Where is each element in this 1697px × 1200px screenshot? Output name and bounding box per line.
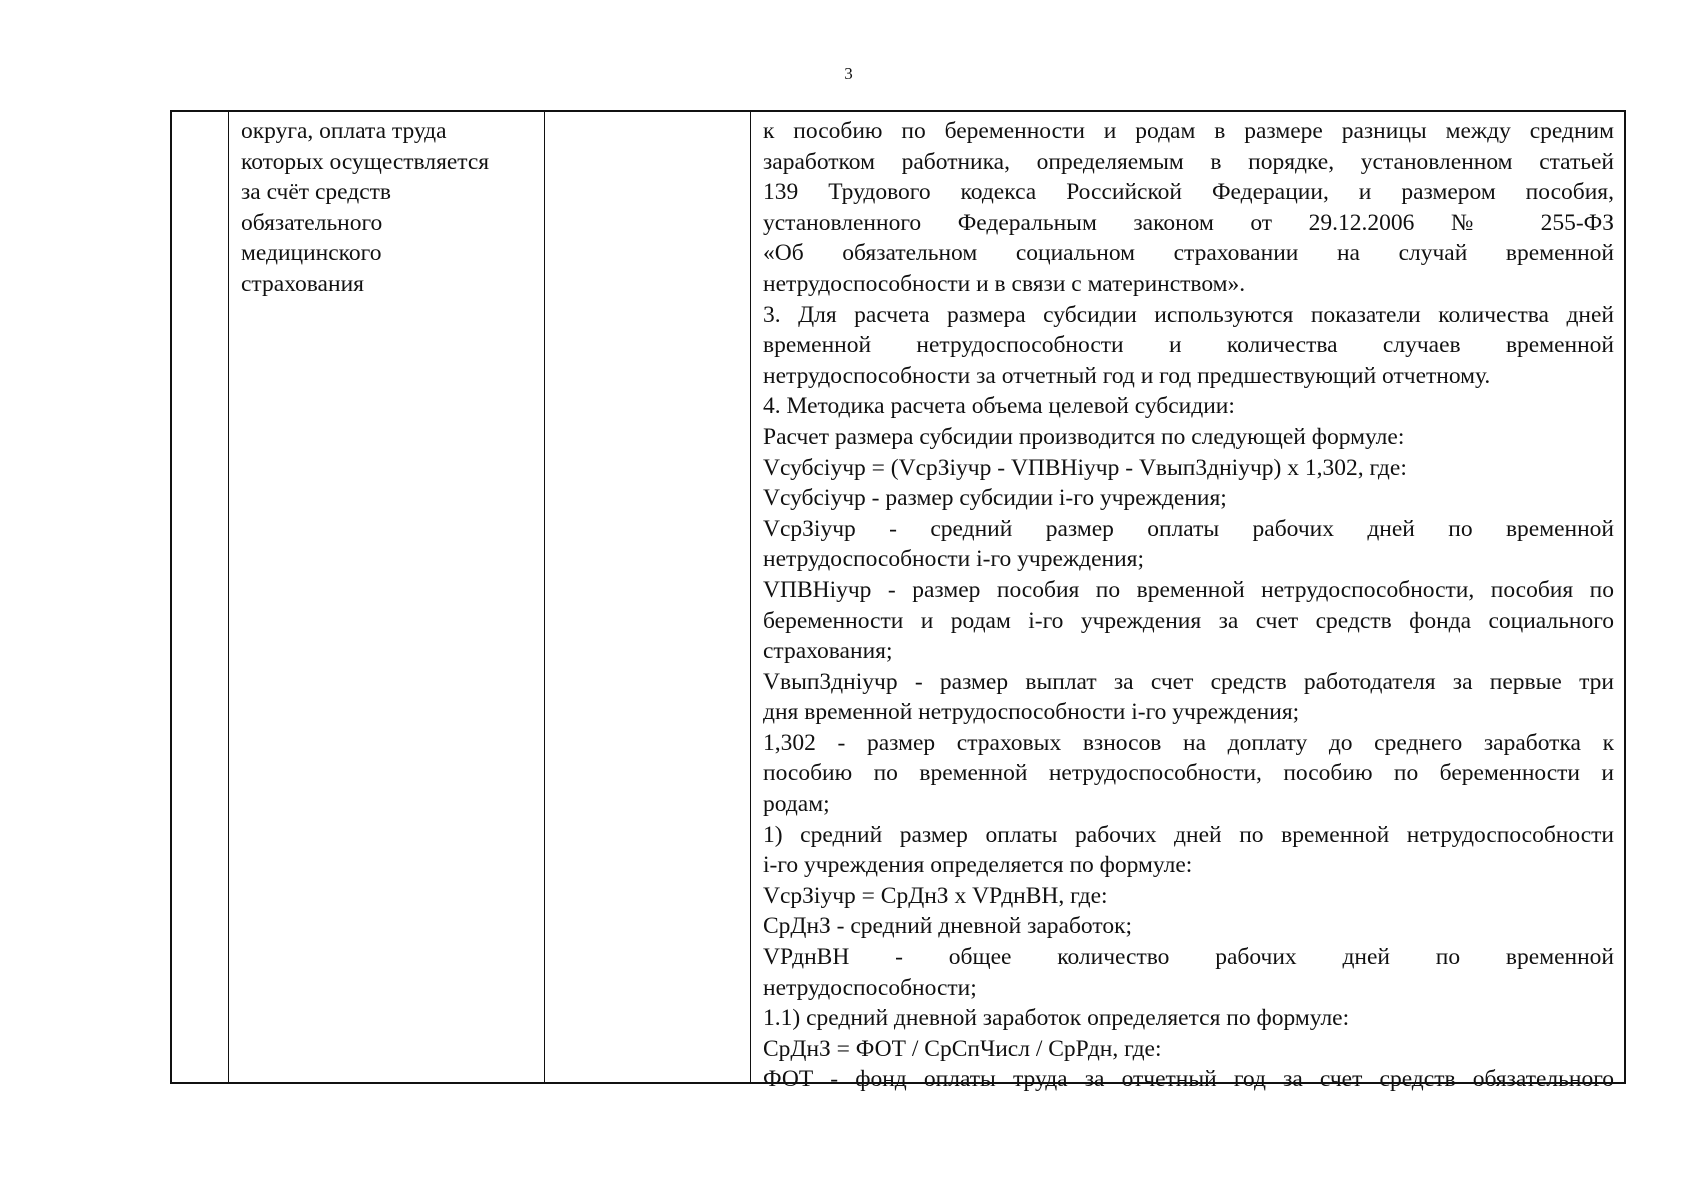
document-table	[170, 110, 1626, 1093]
text-line: 1.1) средний дневной заработок определяется по формуле:	[763, 1005, 1350, 1032]
description-cell-text	[751, 112, 1626, 1095]
text-line: нетрудоспособности;	[763, 974, 977, 1001]
text-line: «Об обязательном социальном страховании на случай временной	[763, 240, 1614, 267]
text-line: которых осуществляется	[241, 148, 490, 175]
text-line: Vсубсiучр = (VсрЗiучр - VПВНiучр - Vвып3днiучр) х 1,302, где:	[763, 454, 1407, 481]
text-line: VРднВН - общее количество рабочих дней по временной	[763, 944, 1614, 971]
text-line: за счёт средств	[241, 179, 391, 206]
text-line: нетрудоспособности и в связи с материнством».	[763, 270, 1246, 297]
table-column-empty	[545, 112, 751, 1082]
text-line: обязательного	[241, 209, 383, 236]
text-line: установленного Федеральным законом от 29.12.2006 № 255-ФЗ	[763, 209, 1614, 236]
table-column-category	[229, 112, 545, 1082]
text-line: округа, оплата труда	[241, 118, 447, 144]
text-line: страхования	[241, 270, 364, 297]
text-line: дня временной нетрудоспособности i-го учреждения;	[763, 699, 1300, 726]
text-line: нетрудоспособности за отчетный год и год предшествующий отчетному.	[763, 362, 1491, 389]
text-line: медицинского	[241, 240, 382, 267]
text-line: Vвып3днiучр - размер выплат за счет средств работодателя за первые три	[763, 668, 1614, 695]
table-column-number	[172, 112, 229, 1082]
text-line: Vсубсiучр - размер субсидии i-го учреждения;	[763, 485, 1227, 512]
text-line: временной нетрудоспособности и количества случаев временной	[763, 332, 1614, 359]
text-line: к пособию по беременности и родам в размере разницы между средним	[763, 118, 1614, 144]
text-line: VсрЗiучр = СрДнЗ х VРднВН, где:	[763, 882, 1108, 909]
text-line: 139 Трудового кодекса Российской Федерации, и размером пособия,	[763, 179, 1614, 206]
text-line: 1) средний размер оплаты рабочих дней по временной нетрудоспособности	[763, 821, 1614, 848]
text-line: i-го учреждения определяется по формуле:	[763, 852, 1193, 879]
text-line: 1,302 - размер страховых взносов на доплату до среднего заработка к	[763, 729, 1614, 756]
category-cell-text	[229, 112, 544, 300]
text-line: страхования;	[763, 638, 893, 665]
text-line: VсрЗiучр - средний размер оплаты рабочих дней по временной	[763, 515, 1614, 542]
text-line: VПВНiучр - размер пособия по временной нетрудоспособности, пособия по	[763, 576, 1614, 603]
text-line: ФОТ - фонд оплаты труда за отчетный год за счет средств обязательного	[763, 1066, 1614, 1093]
text-line: заработком работника, определяемым в порядке, установленном статьей	[763, 148, 1614, 175]
text-line: нетрудоспособности i-го учреждения;	[763, 546, 1145, 573]
text-line: Расчет размера субсидии производится по следующей формуле:	[763, 423, 1405, 450]
page-number: 3	[844, 64, 853, 83]
text-line: СрДнЗ = ФОТ / СрСпЧисл / СрРдн, где:	[763, 1035, 1162, 1062]
text-line: 4. Методика расчета объема целевой субсидии:	[763, 393, 1235, 420]
text-line: СрДнЗ - средний дневной заработок;	[763, 913, 1133, 940]
text-line: пособию по временной нетрудоспособности, пособию по беременности и	[763, 760, 1614, 787]
table-column-description	[751, 112, 1626, 1093]
text-line: беременности и родам i-го учреждения за счет средств фонда социального	[763, 607, 1614, 634]
text-line: 3. Для расчета размера субсидии используются показатели количества дней	[763, 301, 1614, 328]
text-line: родам;	[763, 791, 830, 818]
